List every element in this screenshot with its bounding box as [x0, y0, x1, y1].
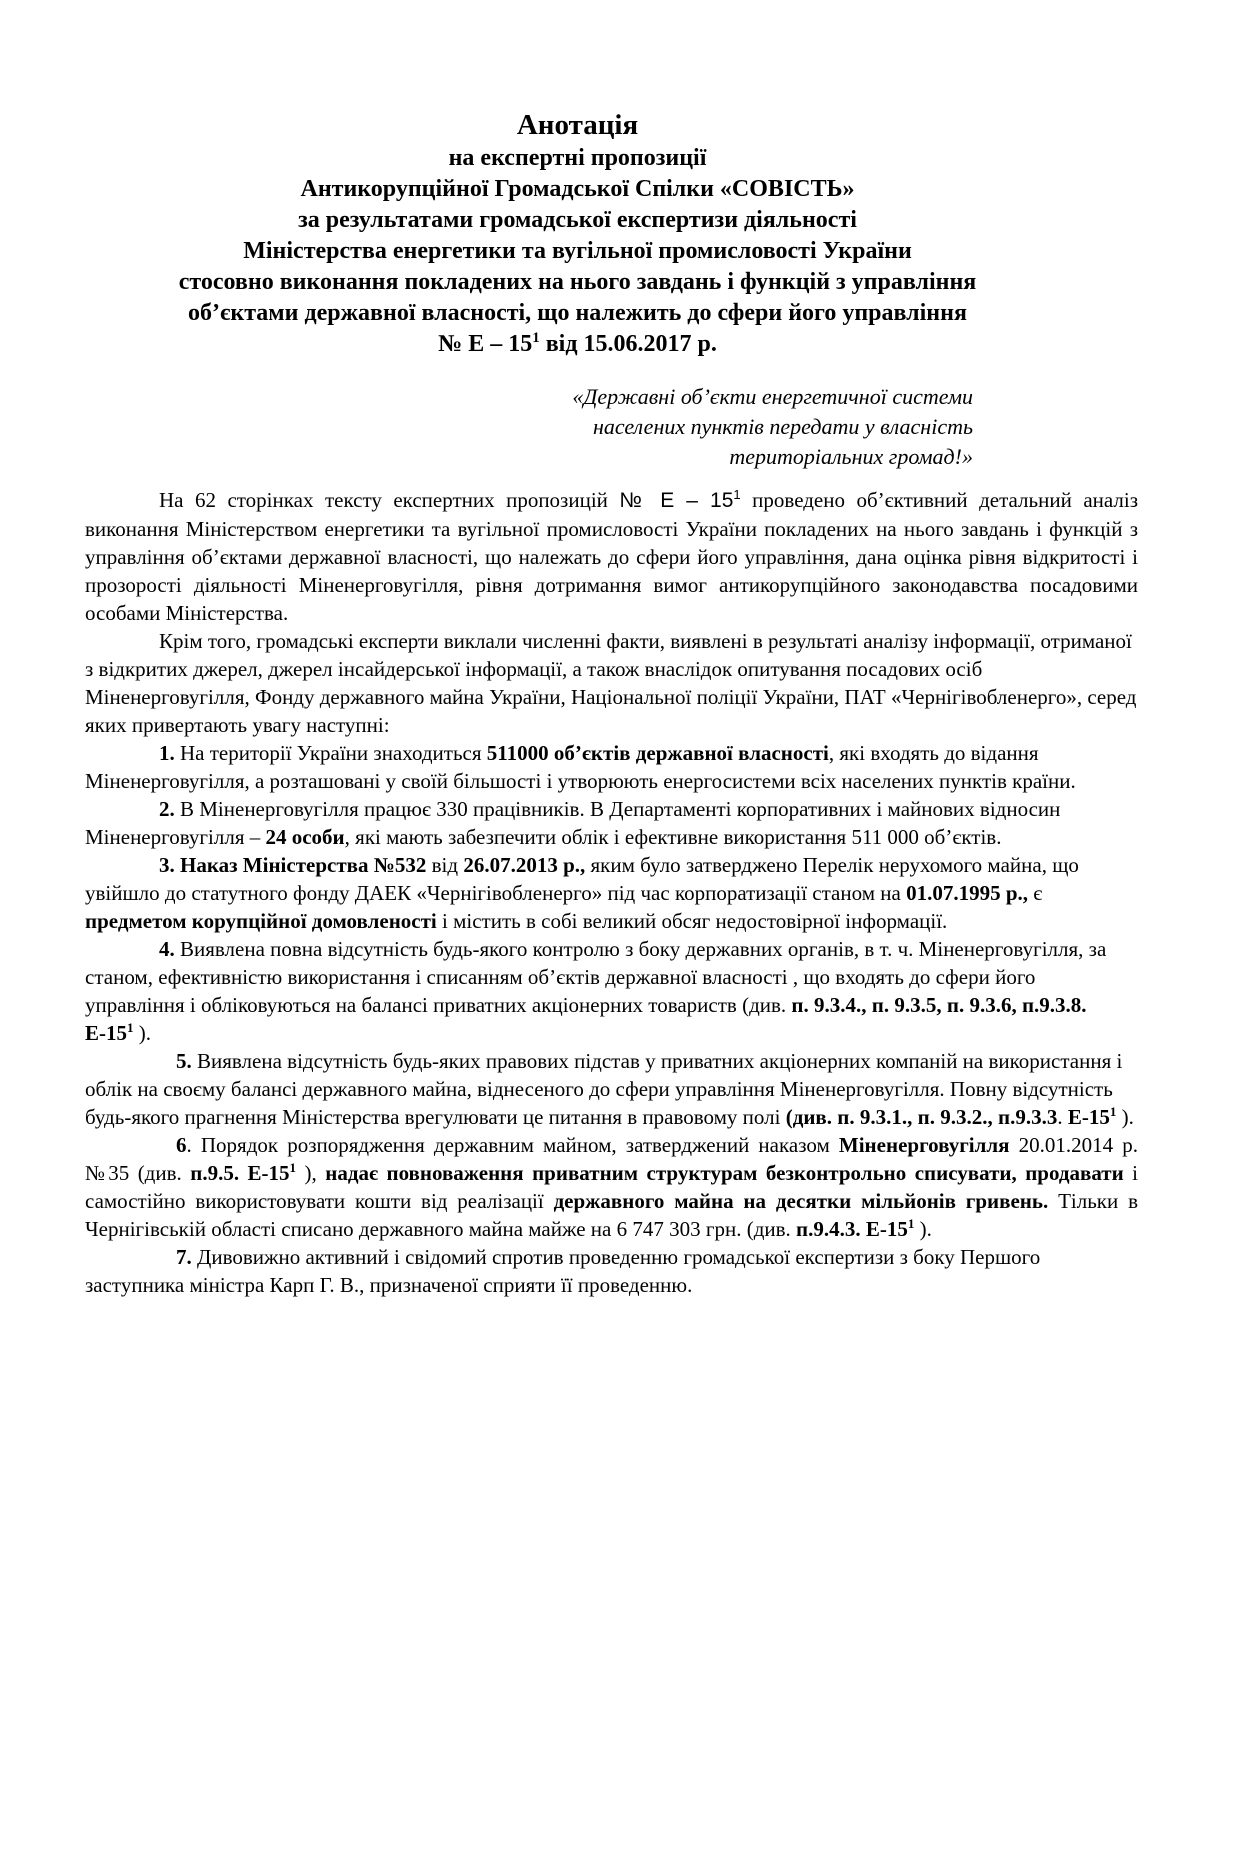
epigraph-line: «Державні об’єкти енергетичної системи	[572, 384, 973, 409]
paragraph-item-7: 7. Дивовижно активний і свідомий спротив проведенню громадської експертизи з боку Першого заступника міністра Карп Г. В., призначеної сприяти її проведенню.	[85, 1245, 1041, 1297]
paragraph-item-2: 2. В Міненерговугілля працює 330 працівників. В Департаменті корпоративних і майнових відносин Міненерговугілля – 24 особи, які мають забезпечити облік і ефективне використання 511 000 об’єктів.	[85, 797, 1061, 849]
epigraph-line: територіальних громад!»	[729, 444, 973, 469]
epigraph	[500, 382, 973, 472]
title-line: на експертні пропозиції	[448, 145, 707, 171]
epigraph-line: населених пунктів передати у власність	[592, 414, 973, 439]
title-line: Антикорупційної Громадської Спілки «СОВІСТЬ»	[300, 176, 855, 202]
paragraph-item-3: 3. Наказ Міністерства №532 від 26.07.2013 р., яким було затверджено Перелік нерухомого майна, що увійшло до статутного фонду ДАЕК «Чернігівобленерго» під час корпоратизації станом на 01.07.1995 р., є предметом корупційної домовленості і містить в собі великий обсяг недостовірної інформації.	[85, 853, 1079, 933]
paragraph-item-6: 6. Порядок розпорядження державним майном, затверджений наказом Міненерговугілля 20.01.2014 р. №35 (див. п.9.5. $Е-15^1$ ), надає повноваження приватним структурам безконтрольно списувати, продавати і самостійно використовувати кошти від реалізації державного майна на десятки мільйонів гривень. Тільки в Чернігівській області списано державного майна майже на 6 747 303 грн. (див. п.9.4.3. $Е-15^1$ ).	[85, 1133, 1139, 1241]
paragraph-item-5: 5. Виявлена відсутність будь-яких правових підстав у приватних акціонерних компаній на використання і облік на своєму балансі державного майна, віднесеного до сфери управління Міненерговугілля. Повну відсутність будь-якого прагнення Міністерства врегулювати це питання в правовому полі (див. п. 9.3.1., п. 9.3.2., п.9.3.3. $Е-15^1$ ).	[85, 1049, 1134, 1129]
title-document-number: № Е – $15^1$ від 15.06.2017 р.	[438, 330, 717, 357]
title-line: об’єктами державної власності, що належить до сфери його управління	[188, 300, 967, 326]
document-page	[0, 108, 1241, 1863]
paragraph-item-1: 1. На території України знаходиться 511000 об’єктів державної власності, які входять до відання Міненерговугілля, а розташовані у своїй більшості і утворюють енергосистеми всіх населених пунктів країни.	[85, 741, 1076, 793]
paragraph-intro: На 62 сторінках тексту експертних пропозицій № Е – $15^1$ проведено об’єктивний детальний аналіз виконання Міністерством енергетики та вугільної промисловості України покладених на нього завдань і функцій з управління об’єктами державної власності, що належать до сфери його управління, дана оцінка рівня відкритості і прозорості діяльності Міненерговугілля, рівня дотримання вимог антикорупційного законодавства посадовими особами Міністерства.	[85, 487, 1138, 625]
document-title-block	[85, 108, 1070, 360]
paragraph-item-4: 4. Виявлена повна відсутність будь-якого контролю з боку державних органів, в т. ч. Міненерговугілля, за станом, ефективністю використання і списанням об’єктів державної власності , що входять до сфери його управління і обліковуються на балансі приватних акціонерних товариств (див. п. 9.3.4., п. 9.3.5, п. 9.3.6, п.9.3.8. $Е-15^1$ ).	[85, 937, 1107, 1045]
document-body	[85, 486, 1138, 1299]
title-line: стосовно виконання покладених на нього завдань і функцій з управління	[178, 269, 977, 295]
title-line: Міністерства енергетики та вугільної промисловості України	[243, 238, 912, 264]
page-title: Анотація	[516, 109, 639, 141]
paragraph-facts-intro: Крім того, громадські експерти виклали численні факти, виявлені в результаті аналізу інформації, отриманої з відкритих джерел, джерел інсайдерської інформації, а також внаслідок опитування посадових осіб Міненерговугілля, Фонду державного майна України, Національної поліції України, ПАТ «Чернігівобленерго», серед яких привертають увагу наступні:	[85, 629, 1137, 737]
title-line: за результатами громадської експертизи діяльності	[298, 207, 857, 233]
